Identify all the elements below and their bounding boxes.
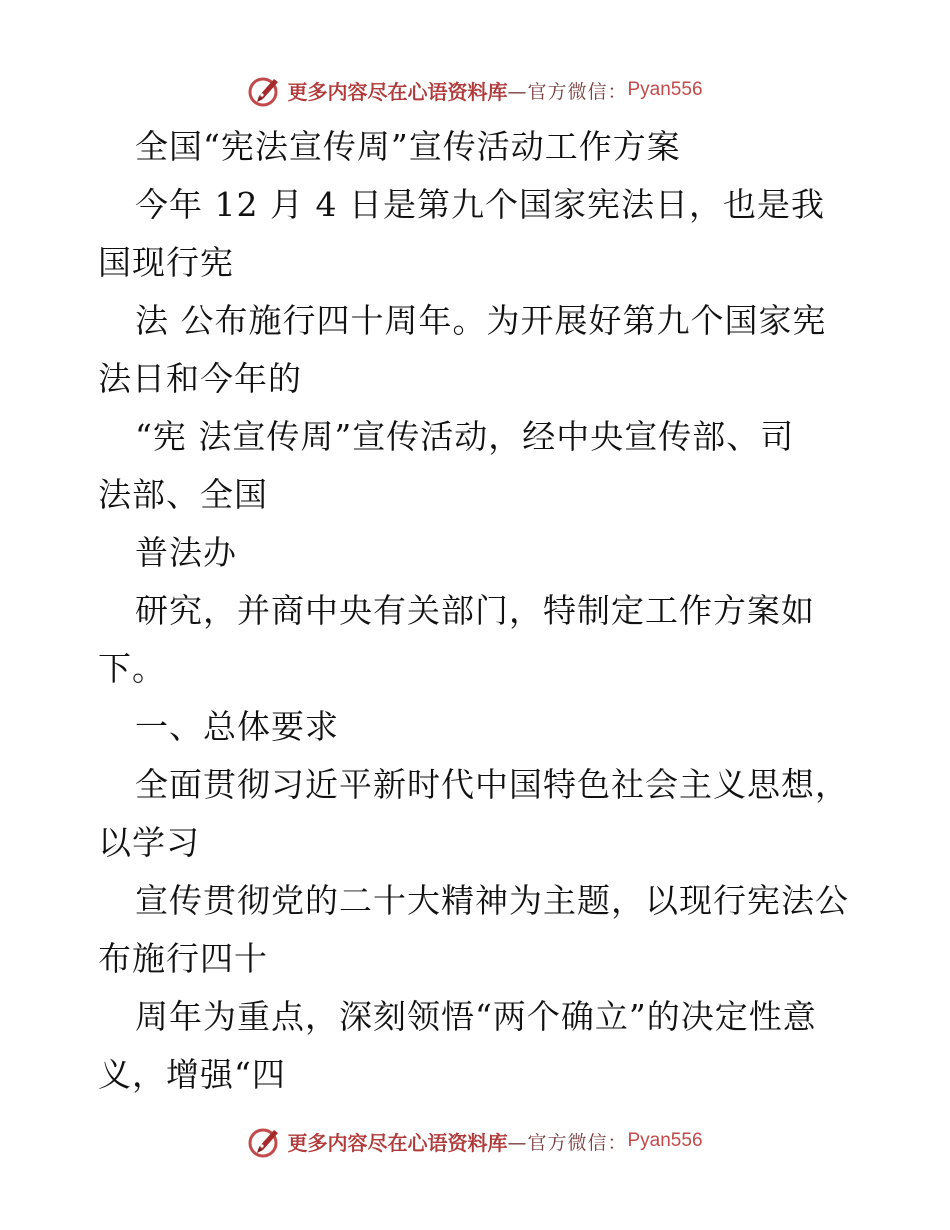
document-line: 全面贯彻习近平新时代中国特色社会主义思想， bbox=[135, 765, 849, 804]
banner-title: 更多内容尽在心语资料库 bbox=[287, 1130, 508, 1155]
document-line: 法部、全国 bbox=[98, 475, 268, 514]
document-line: 研究，并商中央有关部门，特制定工作方案如 bbox=[135, 591, 815, 630]
header-banner bbox=[0, 70, 950, 110]
document-line: “宪 法宣传周”宣传活动，经中央宣传部、司 bbox=[135, 417, 795, 456]
pen-nib-logo-icon bbox=[247, 72, 283, 108]
document-line: 国现行宪 bbox=[98, 243, 234, 282]
banner-separator: —官方微信： bbox=[507, 1131, 628, 1154]
banner-wechat-id: Pyan556 bbox=[627, 1130, 703, 1151]
document-line: 全国“宪法宣传周”宣传活动工作方案 bbox=[135, 127, 681, 166]
document-line: 义，增强“四 bbox=[98, 1055, 286, 1094]
document-line: 以学习 bbox=[98, 823, 200, 862]
document-line: 布施行四十 bbox=[98, 939, 268, 978]
footer-banner bbox=[0, 1121, 950, 1161]
document-body bbox=[98, 118, 858, 1104]
document-line: 法日和今年的 bbox=[98, 359, 302, 398]
banner-wechat-id: Pyan556 bbox=[627, 79, 703, 100]
document-line: 法 公布施行四十周年。为开展好第九个国家宪 bbox=[135, 301, 827, 340]
document-line: 普法办 bbox=[135, 533, 237, 572]
banner-title: 更多内容尽在心语资料库 bbox=[287, 79, 508, 104]
document-line: 周年为重点，深刻领悟“两个确立”的决定性意 bbox=[135, 997, 817, 1036]
pen-nib-logo-icon bbox=[247, 1123, 283, 1159]
document-line: 今年 12 月 4 日是第九个国家宪法日，也是我 bbox=[135, 185, 825, 224]
banner-separator: —官方微信： bbox=[507, 80, 628, 103]
document-line: 一、总体要求 bbox=[135, 707, 339, 746]
document-line: 下。 bbox=[98, 649, 166, 688]
document-line: 宣传贯彻党的二十大精神为主题，以现行宪法公 bbox=[135, 881, 849, 920]
